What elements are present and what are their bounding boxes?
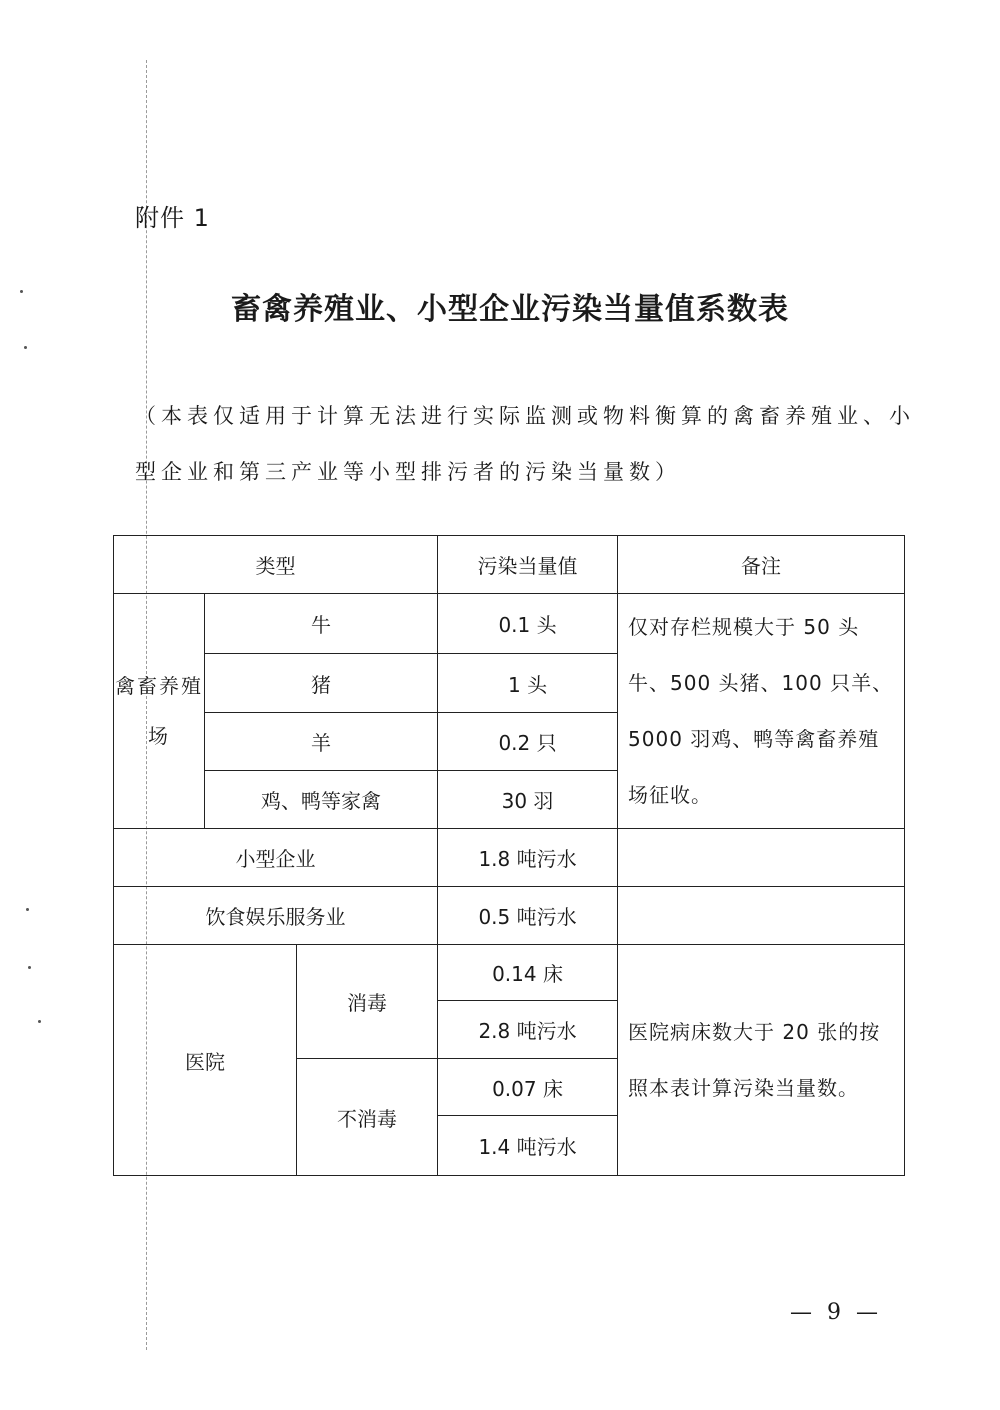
coefficient-table xyxy=(113,535,905,1176)
scan-speck xyxy=(26,908,29,911)
scan-speck xyxy=(24,346,27,349)
hospital-no-disinfect-label: 不消毒 xyxy=(297,1059,438,1176)
table-row xyxy=(114,594,905,654)
document-subtitle: （本表仅适用于计算无法进行实际监测或物料衡算的禽畜养殖业、小型企业和第三产业等小型排污者的污染当量数） xyxy=(135,404,915,484)
hospital-disinfect-label: 消毒 xyxy=(297,945,438,1059)
page-number: — 9 — xyxy=(790,1300,882,1325)
scan-speck xyxy=(38,1020,41,1023)
livestock-value: 30 羽 xyxy=(438,771,618,829)
table-row xyxy=(114,887,905,945)
livestock-category: 禽畜养殖场 xyxy=(114,594,205,829)
livestock-value: 1 头 xyxy=(438,654,618,713)
header-type: 类型 xyxy=(114,536,438,594)
catering-note xyxy=(618,887,905,945)
hospital-disinfect-value: 0.14 床 xyxy=(438,945,618,1001)
small-enterprise-value: 1.8 吨污水 xyxy=(438,829,618,887)
hospital-disinfect-value: 2.8 吨污水 xyxy=(438,1001,618,1059)
attachment-label: 附件 1 xyxy=(135,204,210,232)
document-title: 畜禽养殖业、小型企业污染当量值系数表 xyxy=(231,292,789,327)
livestock-item: 牛 xyxy=(205,594,438,654)
catering-value: 0.5 吨污水 xyxy=(438,887,618,945)
catering-label: 饮食娱乐服务业 xyxy=(114,887,438,945)
small-enterprise-label: 小型企业 xyxy=(114,829,438,887)
livestock-value: 0.2 只 xyxy=(438,713,618,771)
livestock-item: 鸡、鸭等家禽 xyxy=(205,771,438,829)
livestock-item: 羊 xyxy=(205,713,438,771)
table-row xyxy=(114,945,905,1001)
header-note: 备注 xyxy=(618,536,905,594)
hospital-note: 医院病床数大于 20 张的按照本表计算污染当量数。 xyxy=(618,945,905,1176)
table-header-row xyxy=(114,536,905,594)
livestock-item: 猪 xyxy=(205,654,438,713)
livestock-value: 0.1 头 xyxy=(438,594,618,654)
hospital-no-disinfect-value: 0.07 床 xyxy=(438,1059,618,1116)
hospital-no-disinfect-value: 1.4 吨污水 xyxy=(438,1116,618,1176)
table-row xyxy=(114,829,905,887)
header-value: 污染当量值 xyxy=(438,536,618,594)
small-enterprise-note xyxy=(618,829,905,887)
hospital-label: 医院 xyxy=(114,945,297,1176)
livestock-note: 仅对存栏规模大于 50 头牛、500 头猪、100 只羊、5000 羽鸡、鸭等禽畜养殖场征收。 xyxy=(618,594,905,829)
scan-speck xyxy=(28,966,31,969)
